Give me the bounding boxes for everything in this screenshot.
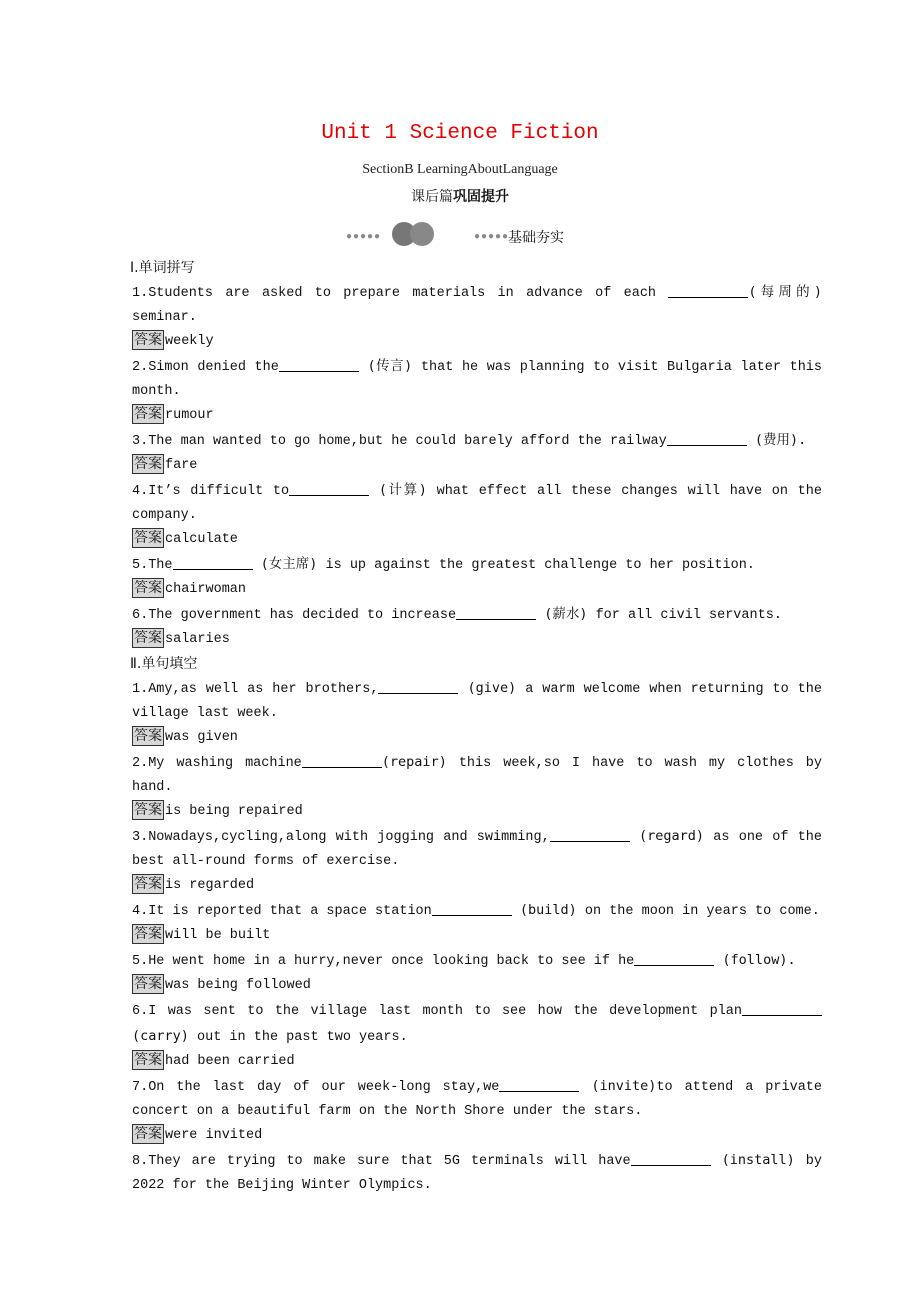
lesson-subtitle	[0, 186, 920, 206]
question-text: Students are asked to prepare materials in advance of each	[148, 286, 669, 301]
question	[132, 552, 822, 578]
answer-badge: 答案	[134, 802, 162, 818]
question	[132, 354, 822, 404]
answer-badge: 答案	[134, 728, 162, 744]
question-text-after: as one of the best all-round forms of exercise.	[132, 830, 823, 869]
answer-text: chairwoman	[165, 582, 247, 597]
answer-blank[interactable]	[634, 951, 714, 966]
question-hint: (女主席)	[252, 556, 326, 572]
answer-blank[interactable]	[279, 357, 359, 372]
question-hint: (install)	[710, 1152, 806, 1168]
answer-line	[132, 800, 822, 824]
answer-line	[132, 528, 822, 552]
question-text-after: is up against the greatest challenge to her position.	[325, 558, 755, 573]
question	[132, 750, 822, 800]
question-text: Nowadays,cycling,along with jogging and swimming,	[148, 830, 550, 845]
question-text: Simon denied the	[148, 360, 279, 375]
question-text: The man wanted to go home,but he could barely afford the railway	[148, 434, 667, 449]
answer-line	[132, 726, 822, 750]
answer-line	[132, 454, 822, 478]
dots-decoration: ●●●●●	[346, 232, 382, 243]
question-text-after: to attend a private concert on a beautiful farm on the North Shore under the stars.	[132, 1080, 822, 1119]
document-title: Unit 1 Science Fiction	[321, 122, 599, 145]
answer-line	[132, 578, 822, 602]
question-text-after: on the moon in years to come.	[584, 904, 820, 919]
answer-blank[interactable]	[432, 901, 512, 916]
answer-text: weekly	[165, 334, 214, 349]
question-text-after: that he was planning to visit Bulgaria later this month.	[132, 360, 823, 399]
answer-text: was being followed	[165, 978, 311, 993]
answer-badge: 答案	[134, 876, 162, 892]
question-hint: (build)	[511, 902, 585, 918]
answer-line	[132, 404, 822, 428]
answer-line	[132, 1050, 822, 1074]
answer-blank[interactable]	[668, 283, 748, 298]
question-text-after: seminar.	[132, 310, 197, 325]
answer-blank[interactable]	[499, 1077, 579, 1092]
answer-blank[interactable]	[550, 827, 630, 842]
question-number: 4.	[132, 904, 149, 919]
question-hint: (费用).	[746, 432, 807, 448]
question-hint: (regard)	[629, 828, 714, 844]
question-number: 7.	[132, 1080, 149, 1095]
question-number: 5.	[132, 558, 149, 573]
section-heading: Ⅱ.单句填空	[130, 656, 198, 672]
question-text-after: by 2022 for the Beijing Winter Olympics.	[132, 1154, 822, 1193]
question-number: 5.	[132, 954, 149, 969]
answer-blank[interactable]	[173, 555, 253, 570]
answer-badge: 答案	[134, 530, 162, 546]
question-text: My washing machine	[148, 756, 302, 771]
answer-text: were invited	[165, 1128, 263, 1143]
answer-text: is regarded	[165, 878, 255, 893]
answer-blank[interactable]	[631, 1151, 711, 1166]
question-hint: (follow).	[714, 952, 796, 968]
answer-badge: 答案	[134, 332, 162, 348]
question	[132, 898, 822, 924]
answer-badge: 答案	[134, 976, 162, 992]
question	[132, 676, 822, 726]
question-hint: (传言)	[358, 358, 421, 374]
banner-label: 基础夯实	[508, 230, 564, 246]
circle-icon	[410, 222, 434, 246]
question-text: He went home in a hurry,never once looking back to see if he	[148, 954, 635, 969]
question-number: 6.	[132, 608, 149, 623]
question	[132, 998, 822, 1050]
answer-line	[132, 974, 822, 998]
answer-text: salaries	[165, 632, 230, 647]
question	[132, 948, 822, 974]
answer-line	[132, 1124, 822, 1148]
section-subtitle: SectionB LearningAboutLanguage	[362, 162, 558, 177]
question	[132, 1074, 822, 1124]
question-text: It is reported that a space station	[148, 904, 432, 919]
dots-decoration: ●●●●●	[474, 232, 510, 243]
answer-text: will be built	[165, 928, 271, 943]
question	[132, 428, 822, 454]
question-hint: (每周的)	[748, 284, 822, 300]
answer-badge: 答案	[134, 1126, 162, 1142]
answer-badge: 答案	[134, 456, 162, 472]
question-text-after: this week,so I have to wash my clothes by hand.	[132, 756, 823, 795]
answer-badge: 答案	[134, 630, 162, 646]
question-text: The	[148, 558, 173, 573]
question-number: 2.	[132, 360, 149, 375]
answer-badge: 答案	[134, 580, 162, 596]
answer-line	[132, 330, 822, 354]
question-text-after: a warm welcome when returning to the village last week.	[132, 682, 822, 721]
section-heading: Ⅰ.单词拼写	[130, 260, 195, 276]
question	[132, 280, 822, 330]
question-number: 3.	[132, 830, 149, 845]
answer-line	[132, 874, 822, 898]
question-number: 4.	[132, 484, 149, 499]
lesson-subtitle-bold: 巩固提升	[453, 189, 509, 205]
question-text: Amy,as well as her brothers,	[148, 682, 379, 697]
answer-text: is being repaired	[165, 804, 303, 819]
question-hint: (give)	[458, 680, 526, 696]
answer-badge: 答案	[134, 406, 162, 422]
answer-blank[interactable]	[302, 753, 382, 768]
question-number: 1.	[132, 286, 149, 301]
answer-text: rumour	[165, 408, 214, 423]
question-text-after: what effect all these changes will have on the company.	[132, 484, 822, 523]
answer-badge: 答案	[134, 926, 162, 942]
question	[132, 1148, 822, 1198]
question-hint: (carry)	[132, 1028, 198, 1044]
question-hint: (薪水)	[536, 606, 596, 622]
answer-text: was given	[165, 730, 238, 745]
question-number: 8.	[132, 1154, 149, 1169]
question-number: 3.	[132, 434, 149, 449]
lesson-subtitle-plain: 课后篇	[411, 189, 453, 205]
answer-blank[interactable]	[667, 431, 747, 446]
question	[132, 602, 822, 628]
question-number: 1.	[132, 682, 149, 697]
answer-blank[interactable]	[289, 481, 369, 496]
question-hint: (invite)	[579, 1078, 657, 1094]
answer-blank[interactable]	[456, 605, 536, 620]
answer-blank[interactable]	[378, 679, 458, 694]
question-text: The government has decided to increase	[148, 608, 457, 623]
question-text-after: for all civil servants.	[595, 608, 782, 623]
answer-text: had been carried	[165, 1054, 295, 1069]
question-text: They are trying to make sure that 5G terminals will have	[148, 1154, 631, 1169]
question	[132, 478, 822, 528]
question-text: It’s difficult to	[148, 484, 290, 499]
question-number: 2.	[132, 756, 149, 771]
section-banner	[346, 220, 606, 248]
answer-badge: 答案	[134, 1052, 162, 1068]
answer-blank[interactable]	[742, 1001, 822, 1016]
answer-line	[132, 924, 822, 948]
answer-text: fare	[165, 458, 198, 473]
question	[132, 824, 822, 874]
question-text: I was sent to the village last month to see how the development plan	[148, 1004, 742, 1019]
question-text-after: out in the past two years.	[197, 1030, 408, 1045]
question-number: 6.	[132, 1004, 149, 1019]
answer-line	[132, 628, 822, 652]
question-text: On the last day of our week-long stay,we	[148, 1080, 500, 1095]
question-hint: (计算)	[369, 482, 437, 498]
exercise-content	[132, 256, 822, 1198]
question-hint: (repair)	[381, 754, 459, 770]
answer-text: calculate	[165, 532, 238, 547]
